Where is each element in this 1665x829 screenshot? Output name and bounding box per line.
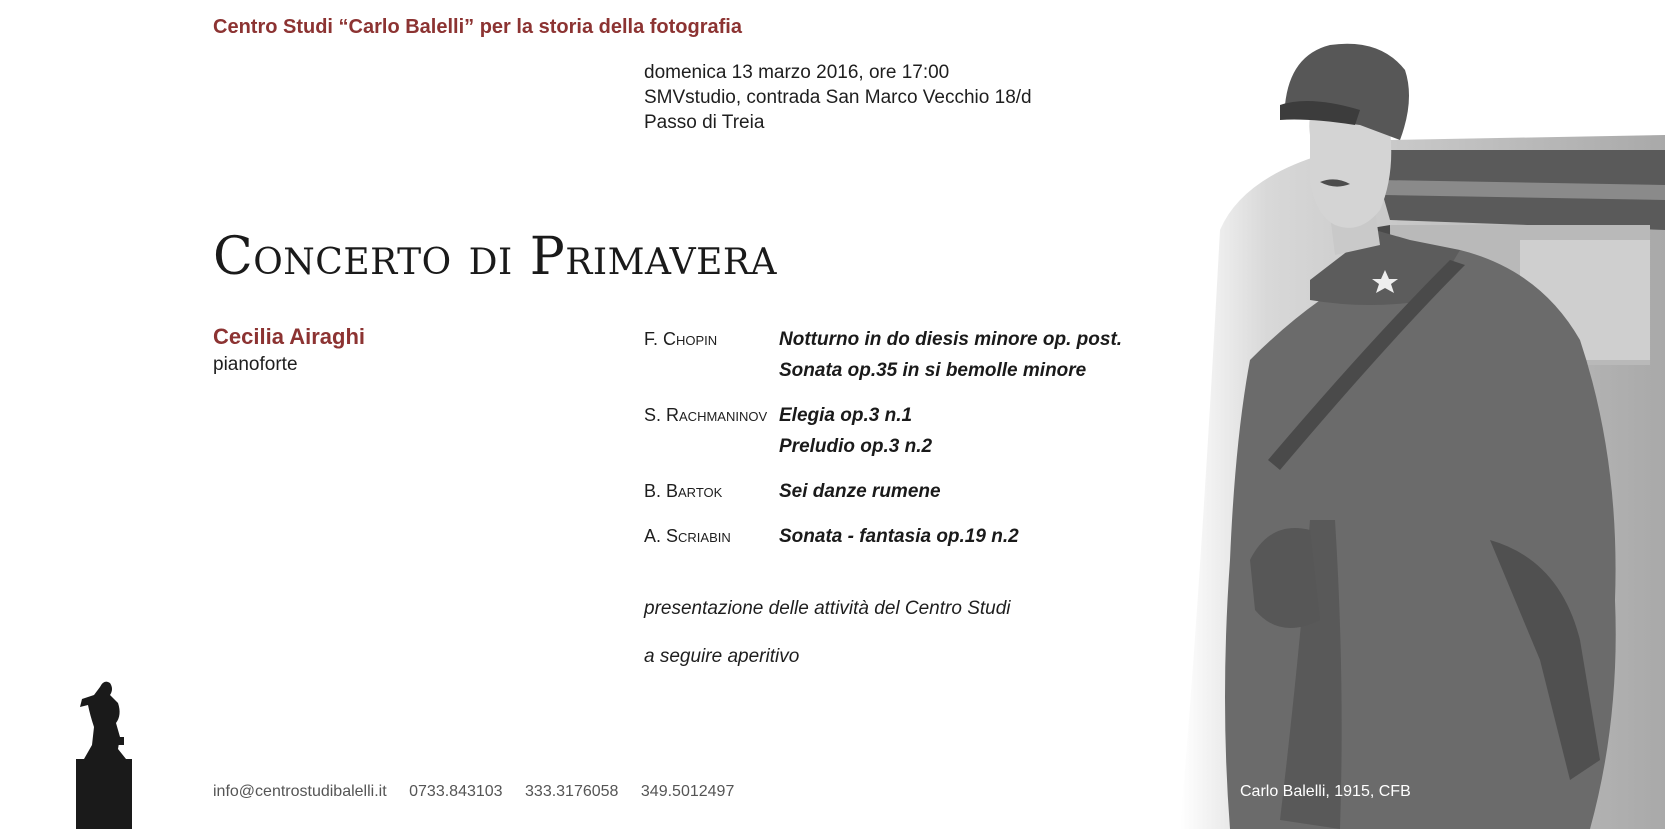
composer-name: S. Rachmaninov <box>644 405 768 425</box>
program-item <box>644 400 1184 462</box>
works-list <box>779 324 1122 386</box>
program-item <box>644 476 1184 507</box>
program-item <box>644 521 1184 552</box>
statue-logo-icon <box>70 675 142 829</box>
presentation-note: presentazione delle attività del Centro Studi <box>644 598 1011 619</box>
work-title: Sonata - fantasia op.19 n.2 <box>779 526 1019 547</box>
concert-program <box>644 324 1184 566</box>
works-list <box>779 521 1019 552</box>
event-town: Passo di Treia <box>644 112 765 133</box>
work-title: Sonata op.35 in si bemolle minore <box>779 360 1087 381</box>
work-title: Preludio op.3 n.2 <box>779 436 933 457</box>
event-date-time: domenica 13 marzo 2016, ore 17:00 <box>644 62 950 83</box>
contact-footer <box>213 783 752 801</box>
work-title: Sei danze rumene <box>779 481 941 502</box>
contact-phone[interactable]: 333.3176058 <box>525 783 619 800</box>
work-title: Notturno in do diesis minore op. post. <box>779 329 1123 350</box>
composer-name: F. Chopin <box>644 329 718 349</box>
portrait-photo <box>1160 0 1665 829</box>
contact-phone[interactable]: 349.5012497 <box>640 783 735 800</box>
contact-phone[interactable]: 0733.843103 <box>409 783 503 800</box>
event-notes <box>644 598 1011 694</box>
photo-caption: Carlo Balelli, 1915, CFB <box>1240 783 1411 800</box>
composer-name: B. Bartok <box>644 481 723 501</box>
organization-name: Centro Studi “Carlo Balelli” per la storia della fotografia <box>213 16 742 38</box>
work-title: Elegia op.3 n.1 <box>779 405 913 426</box>
concert-title: Concerto di Primavera <box>213 227 778 287</box>
contact-email[interactable]: info@centrostudibalelli.it <box>213 783 387 800</box>
performer-name: Cecilia Airaghi <box>213 324 366 349</box>
works-list <box>779 400 932 462</box>
program-item <box>644 324 1184 386</box>
performer-block <box>213 324 365 376</box>
performer-instrument: pianoforte <box>213 354 298 375</box>
event-details <box>644 60 1032 135</box>
event-venue: SMVstudio, contrada San Marco Vecchio 18/d <box>644 87 1032 108</box>
works-list <box>779 476 941 507</box>
aperitivo-note: a seguire aperitivo <box>644 646 800 667</box>
composer-name: A. Scriabin <box>644 526 731 546</box>
